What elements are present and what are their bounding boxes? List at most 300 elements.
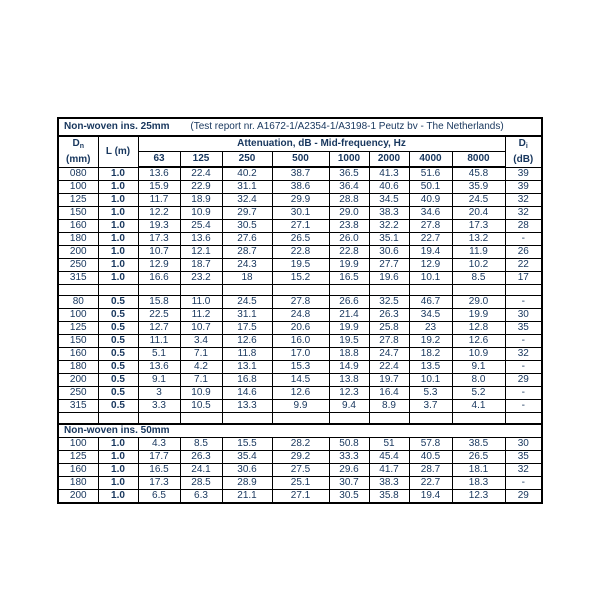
data-row <box>58 309 542 322</box>
attenuation-value-cell: 13.3 <box>222 400 272 413</box>
dn-cell: 80 <box>58 296 98 309</box>
attenuation-value-cell: 3.4 <box>180 335 222 348</box>
di-cell: 35 <box>505 451 542 464</box>
data-row <box>58 233 542 246</box>
di-cell: 17 <box>505 272 542 285</box>
spacer-cell <box>138 413 180 425</box>
freq-header-8000: 8000 <box>452 152 505 168</box>
length-cell: 1.0 <box>98 464 138 477</box>
dn-cell: 315 <box>58 272 98 285</box>
length-cell: 0.5 <box>98 348 138 361</box>
attenuation-value-cell: 30.6 <box>369 246 409 259</box>
freq-header-63: 63 <box>138 152 180 168</box>
length-cell: 0.5 <box>98 374 138 387</box>
data-row <box>58 220 542 233</box>
data-row <box>58 246 542 259</box>
attenuation-value-cell: 12.6 <box>272 387 329 400</box>
dn-cell: 180 <box>58 361 98 374</box>
length-cell: 0.5 <box>98 361 138 374</box>
attenuation-value-cell: 21.4 <box>329 309 369 322</box>
data-row <box>58 374 542 387</box>
dn-cell: 250 <box>58 259 98 272</box>
attenuation-value-cell: 30.5 <box>222 220 272 233</box>
attenuation-value-cell: 14.5 <box>272 374 329 387</box>
attenuation-value-cell: 18.2 <box>409 348 452 361</box>
attenuation-value-cell: 11.0 <box>180 296 222 309</box>
spacer-cell <box>505 413 542 425</box>
attenuation-value-cell: 22.7 <box>409 233 452 246</box>
attenuation-value-cell: 19.4 <box>409 246 452 259</box>
attenuation-value-cell: 20.4 <box>452 207 505 220</box>
di-cell: - <box>505 296 542 309</box>
spacer-cell <box>329 285 369 296</box>
attenuation-value-cell: 19.2 <box>409 335 452 348</box>
dn-cell: 100 <box>58 181 98 194</box>
attenuation-value-cell: 40.6 <box>369 181 409 194</box>
dn-cell: 200 <box>58 246 98 259</box>
attenuation-value-cell: 3 <box>138 387 180 400</box>
spacer-cell <box>505 285 542 296</box>
attenuation-value-cell: 29.7 <box>222 207 272 220</box>
attenuation-value-cell: 8.9 <box>369 400 409 413</box>
attenuation-value-cell: 28.9 <box>222 477 272 490</box>
attenuation-value-cell: 14.9 <box>329 361 369 374</box>
di-cell: 26 <box>505 246 542 259</box>
attenuation-value-cell: 5.3 <box>409 387 452 400</box>
attenuation-value-cell: 23.2 <box>180 272 222 285</box>
attenuation-value-cell: 38.6 <box>272 181 329 194</box>
di-cell: 28 <box>505 220 542 233</box>
attenuation-value-cell: 15.3 <box>272 361 329 374</box>
length-cell: 1.0 <box>98 181 138 194</box>
data-row <box>58 207 542 220</box>
data-row <box>58 387 542 400</box>
attenuation-value-cell: 35.4 <box>222 451 272 464</box>
attenuation-value-cell: 25.4 <box>180 220 222 233</box>
attenuation-value-cell: 21.1 <box>222 490 272 504</box>
attenuation-value-cell: 3.3 <box>138 400 180 413</box>
attenuation-value-cell: 16.5 <box>329 272 369 285</box>
dn-cell: 200 <box>58 490 98 504</box>
data-row <box>58 348 542 361</box>
attenuation-value-cell: 24.3 <box>222 259 272 272</box>
spacer-cell <box>409 413 452 425</box>
attenuation-value-cell: 28.7 <box>409 464 452 477</box>
attenuation-value-cell: 23.8 <box>329 220 369 233</box>
attenuation-value-cell: 50.1 <box>409 181 452 194</box>
attenuation-value-cell: 9.4 <box>329 400 369 413</box>
attenuation-value-cell: 10.5 <box>180 400 222 413</box>
insulation-title: Non-woven ins. 25mm <box>64 121 170 132</box>
data-row <box>58 322 542 335</box>
spacer-row <box>58 413 542 425</box>
attenuation-value-cell: 35.8 <box>369 490 409 504</box>
attenuation-value-cell: 17.7 <box>138 451 180 464</box>
attenuation-value-cell: 4.3 <box>138 438 180 451</box>
length-cell: 0.5 <box>98 322 138 335</box>
attenuation-value-cell: 5.1 <box>138 348 180 361</box>
attenuation-value-cell: 29.9 <box>272 194 329 207</box>
attenuation-value-cell: 15.5 <box>222 438 272 451</box>
spacer-cell <box>369 413 409 425</box>
attenuation-value-cell: 27.8 <box>409 220 452 233</box>
freq-header-4000: 4000 <box>409 152 452 168</box>
di-cell: - <box>505 233 542 246</box>
table-title-cell <box>58 118 542 136</box>
attenuation-value-cell: 38.3 <box>369 477 409 490</box>
attenuation-value-cell: 51.6 <box>409 167 452 181</box>
length-cell: 1.0 <box>98 220 138 233</box>
attenuation-value-cell: 13.1 <box>222 361 272 374</box>
spacer-cell <box>452 413 505 425</box>
attenuation-value-cell: 14.6 <box>222 387 272 400</box>
data-row <box>58 296 542 309</box>
attenuation-value-cell: 17.5 <box>222 322 272 335</box>
col-header-di <box>505 136 542 167</box>
attenuation-value-cell: 22.7 <box>409 477 452 490</box>
attenuation-group-header: Attenuation, dB - Mid-frequency, Hz <box>138 136 505 152</box>
attenuation-value-cell: 5.2 <box>452 387 505 400</box>
attenuation-value-cell: 41.3 <box>369 167 409 181</box>
spacer-cell <box>180 285 222 296</box>
dn-cell: 100 <box>58 309 98 322</box>
attenuation-value-cell: 22.4 <box>180 167 222 181</box>
di-cell: - <box>505 335 542 348</box>
attenuation-value-cell: 18.8 <box>329 348 369 361</box>
spacer-cell <box>138 285 180 296</box>
attenuation-value-cell: 51 <box>369 438 409 451</box>
attenuation-value-cell: 17.3 <box>138 233 180 246</box>
di-cell: 32 <box>505 464 542 477</box>
dn-cell: 160 <box>58 464 98 477</box>
spacer-cell <box>452 285 505 296</box>
attenuation-value-cell: 41.7 <box>369 464 409 477</box>
attenuation-value-cell: 9.1 <box>452 361 505 374</box>
di-cell: 39 <box>505 181 542 194</box>
freq-header-1000: 1000 <box>329 152 369 168</box>
attenuation-value-cell: 13.8 <box>329 374 369 387</box>
col-header-dn <box>58 136 98 167</box>
di-cell: - <box>505 361 542 374</box>
data-row <box>58 400 542 413</box>
attenuation-value-cell: 19.9 <box>329 259 369 272</box>
attenuation-value-cell: 29.0 <box>452 296 505 309</box>
attenuation-value-cell: 30.5 <box>329 490 369 504</box>
dn-cell: 160 <box>58 348 98 361</box>
attenuation-value-cell: 7.1 <box>180 374 222 387</box>
spacer-cell <box>98 413 138 425</box>
attenuation-value-cell: 18.3 <box>452 477 505 490</box>
attenuation-value-cell: 31.1 <box>222 309 272 322</box>
length-cell: 1.0 <box>98 490 138 504</box>
data-row <box>58 490 542 504</box>
attenuation-value-cell: 11.1 <box>138 335 180 348</box>
dn-cell: 250 <box>58 387 98 400</box>
dn-cell: 150 <box>58 207 98 220</box>
attenuation-value-cell: 13.6 <box>180 233 222 246</box>
length-cell: 1.0 <box>98 438 138 451</box>
length-cell: 1.0 <box>98 451 138 464</box>
length-cell: 1.0 <box>98 167 138 181</box>
data-row <box>58 438 542 451</box>
attenuation-value-cell: 18 <box>222 272 272 285</box>
attenuation-value-cell: 20.6 <box>272 322 329 335</box>
dn-cell: 200 <box>58 374 98 387</box>
attenuation-value-cell: 22.8 <box>272 246 329 259</box>
attenuation-value-cell: 10.1 <box>409 374 452 387</box>
di-unit: (dB) <box>513 154 534 166</box>
data-row <box>58 181 542 194</box>
attenuation-value-cell: 17.3 <box>452 220 505 233</box>
attenuation-value-cell: 29.6 <box>329 464 369 477</box>
attenuation-value-cell: 8.5 <box>180 438 222 451</box>
length-cell: 0.5 <box>98 387 138 400</box>
attenuation-value-cell: 15.9 <box>138 181 180 194</box>
attenuation-value-cell: 9.1 <box>138 374 180 387</box>
di-cell: 30 <box>505 309 542 322</box>
attenuation-value-cell: 27.8 <box>369 335 409 348</box>
attenuation-value-cell: 22.8 <box>329 246 369 259</box>
attenuation-value-cell: 27.8 <box>272 296 329 309</box>
di-cell: 39 <box>505 167 542 181</box>
data-row <box>58 477 542 490</box>
attenuation-value-cell: 16.6 <box>138 272 180 285</box>
attenuation-value-cell: 13.2 <box>452 233 505 246</box>
attenuation-value-cell: 24.7 <box>369 348 409 361</box>
spacer-cell <box>369 285 409 296</box>
attenuation-value-cell: 35.9 <box>452 181 505 194</box>
attenuation-value-cell: 7.1 <box>180 348 222 361</box>
di-cell: 22 <box>505 259 542 272</box>
attenuation-value-cell: 19.9 <box>452 309 505 322</box>
dn-cell: 150 <box>58 335 98 348</box>
data-row <box>58 167 542 181</box>
dn-subscript: n <box>79 143 84 151</box>
attenuation-value-cell: 38.3 <box>369 207 409 220</box>
attenuation-value-cell: 26.3 <box>180 451 222 464</box>
attenuation-value-cell: 12.9 <box>409 259 452 272</box>
attenuation-value-cell: 32.5 <box>369 296 409 309</box>
attenuation-value-cell: 10.7 <box>138 246 180 259</box>
dn-symbol: D <box>72 138 80 150</box>
attenuation-value-cell: 26.3 <box>369 309 409 322</box>
di-cell: 29 <box>505 374 542 387</box>
spacer-row <box>58 285 542 296</box>
data-row <box>58 361 542 374</box>
attenuation-value-cell: 28.2 <box>272 438 329 451</box>
attenuation-value-cell: 22.4 <box>369 361 409 374</box>
attenuation-value-cell: 10.9 <box>180 207 222 220</box>
table-title-row <box>58 118 542 136</box>
attenuation-value-cell: 40.2 <box>222 167 272 181</box>
spacer-cell <box>58 285 98 296</box>
attenuation-value-cell: 11.7 <box>138 194 180 207</box>
attenuation-value-cell: 30.6 <box>222 464 272 477</box>
attenuation-value-cell: 35.1 <box>369 233 409 246</box>
attenuation-value-cell: 26.5 <box>272 233 329 246</box>
attenuation-value-cell: 18.7 <box>180 259 222 272</box>
attenuation-value-cell: 11.8 <box>222 348 272 361</box>
length-cell: 0.5 <box>98 335 138 348</box>
attenuation-value-cell: 13.6 <box>138 361 180 374</box>
attenuation-value-cell: 46.7 <box>409 296 452 309</box>
attenuation-value-cell: 27.7 <box>369 259 409 272</box>
attenuation-value-cell: 23 <box>409 322 452 335</box>
attenuation-value-cell: 19.6 <box>369 272 409 285</box>
di-cell: 32 <box>505 194 542 207</box>
attenuation-value-cell: 27.1 <box>272 490 329 504</box>
spacer-cell <box>272 285 329 296</box>
attenuation-value-cell: 8.0 <box>452 374 505 387</box>
spacer-cell <box>98 285 138 296</box>
dn-cell: 315 <box>58 400 98 413</box>
attenuation-value-cell: 36.4 <box>329 181 369 194</box>
attenuation-value-cell: 13.5 <box>409 361 452 374</box>
attenuation-value-cell: 17.3 <box>138 477 180 490</box>
attenuation-value-cell: 6.3 <box>180 490 222 504</box>
dn-cell: 160 <box>58 220 98 233</box>
attenuation-value-cell: 26.6 <box>329 296 369 309</box>
attenuation-value-cell: 10.9 <box>452 348 505 361</box>
attenuation-value-cell: 4.1 <box>452 400 505 413</box>
attenuation-value-cell: 27.5 <box>272 464 329 477</box>
attenuation-value-cell: 15.8 <box>138 296 180 309</box>
length-cell: 1.0 <box>98 233 138 246</box>
attenuation-value-cell: 24.5 <box>452 194 505 207</box>
attenuation-value-cell: 10.2 <box>452 259 505 272</box>
attenuation-value-cell: 16.5 <box>138 464 180 477</box>
attenuation-value-cell: 16.8 <box>222 374 272 387</box>
freq-header-500: 500 <box>272 152 329 168</box>
attenuation-value-cell: 25.1 <box>272 477 329 490</box>
attenuation-value-cell: 12.3 <box>452 490 505 504</box>
attenuation-table <box>57 117 543 504</box>
col-header-l: L (m) <box>98 136 138 167</box>
spacer-cell <box>222 285 272 296</box>
attenuation-value-cell: 32.4 <box>222 194 272 207</box>
dn-cell: 125 <box>58 322 98 335</box>
dn-cell: 180 <box>58 477 98 490</box>
attenuation-value-cell: 16.0 <box>272 335 329 348</box>
attenuation-value-cell: 29.0 <box>329 207 369 220</box>
attenuation-value-cell: 10.9 <box>180 387 222 400</box>
dn-unit: (mm) <box>66 154 91 166</box>
attenuation-value-cell: 34.5 <box>369 194 409 207</box>
length-cell: 1.0 <box>98 246 138 259</box>
section-label: Non-woven ins. 50mm <box>58 424 542 438</box>
spacer-cell <box>409 285 452 296</box>
attenuation-value-cell: 28.7 <box>222 246 272 259</box>
attenuation-value-cell: 27.6 <box>222 233 272 246</box>
di-symbol: D <box>518 138 526 150</box>
data-row <box>58 464 542 477</box>
data-row <box>58 259 542 272</box>
attenuation-value-cell: 27.1 <box>272 220 329 233</box>
di-cell: 30 <box>505 438 542 451</box>
attenuation-value-cell: 12.6 <box>222 335 272 348</box>
length-cell: 0.5 <box>98 309 138 322</box>
dn-cell: 180 <box>58 233 98 246</box>
attenuation-value-cell: 26.5 <box>452 451 505 464</box>
attenuation-value-cell: 12.2 <box>138 207 180 220</box>
attenuation-value-cell: 45.8 <box>452 167 505 181</box>
attenuation-value-cell: 24.1 <box>180 464 222 477</box>
di-cell: 35 <box>505 322 542 335</box>
attenuation-value-cell: 19.9 <box>329 322 369 335</box>
di-cell: - <box>505 387 542 400</box>
attenuation-value-cell: 22.5 <box>138 309 180 322</box>
attenuation-value-cell: 12.6 <box>452 335 505 348</box>
length-cell: 1.0 <box>98 272 138 285</box>
dn-cell: 100 <box>58 438 98 451</box>
attenuation-value-cell: 40.5 <box>409 451 452 464</box>
data-row <box>58 194 542 207</box>
dn-cell: 125 <box>58 451 98 464</box>
attenuation-value-cell: 19.7 <box>369 374 409 387</box>
attenuation-value-cell: 30.7 <box>329 477 369 490</box>
attenuation-value-cell: 12.1 <box>180 246 222 259</box>
section-header-row <box>58 424 542 438</box>
di-cell: - <box>505 477 542 490</box>
attenuation-value-cell: 9.9 <box>272 400 329 413</box>
attenuation-value-cell: 16.4 <box>369 387 409 400</box>
dn-cell: 080 <box>58 167 98 181</box>
attenuation-value-cell: 22.9 <box>180 181 222 194</box>
attenuation-value-cell: 30.1 <box>272 207 329 220</box>
freq-header-2000: 2000 <box>369 152 409 168</box>
attenuation-value-cell: 15.2 <box>272 272 329 285</box>
attenuation-value-cell: 31.1 <box>222 181 272 194</box>
attenuation-value-cell: 24.8 <box>272 309 329 322</box>
length-cell: 0.5 <box>98 296 138 309</box>
attenuation-value-cell: 29.2 <box>272 451 329 464</box>
attenuation-value-cell: 28.5 <box>180 477 222 490</box>
attenuation-value-cell: 11.2 <box>180 309 222 322</box>
di-subscript: i <box>525 143 528 151</box>
attenuation-value-cell: 11.9 <box>452 246 505 259</box>
attenuation-value-cell: 18.1 <box>452 464 505 477</box>
data-row <box>58 335 542 348</box>
attenuation-value-cell: 10.7 <box>180 322 222 335</box>
attenuation-value-cell: 12.9 <box>138 259 180 272</box>
attenuation-value-cell: 38.5 <box>452 438 505 451</box>
attenuation-value-cell: 36.5 <box>329 167 369 181</box>
attenuation-value-cell: 19.5 <box>329 335 369 348</box>
attenuation-value-cell: 6.5 <box>138 490 180 504</box>
di-cell: - <box>505 400 542 413</box>
attenuation-value-cell: 19.5 <box>272 259 329 272</box>
attenuation-value-cell: 24.5 <box>222 296 272 309</box>
attenuation-value-cell: 18.9 <box>180 194 222 207</box>
attenuation-value-cell: 26.0 <box>329 233 369 246</box>
attenuation-value-cell: 12.8 <box>452 322 505 335</box>
freq-header-125: 125 <box>180 152 222 168</box>
data-row <box>58 272 542 285</box>
attenuation-value-cell: 45.4 <box>369 451 409 464</box>
spacer-cell <box>58 413 98 425</box>
attenuation-value-cell: 57.8 <box>409 438 452 451</box>
attenuation-value-cell: 50.8 <box>329 438 369 451</box>
length-cell: 1.0 <box>98 207 138 220</box>
attenuation-value-cell: 28.8 <box>329 194 369 207</box>
attenuation-value-cell: 4.2 <box>180 361 222 374</box>
spacer-cell <box>222 413 272 425</box>
attenuation-value-cell: 10.1 <box>409 272 452 285</box>
attenuation-value-cell: 40.9 <box>409 194 452 207</box>
length-cell: 1.0 <box>98 477 138 490</box>
attenuation-value-cell: 34.6 <box>409 207 452 220</box>
attenuation-value-cell: 38.7 <box>272 167 329 181</box>
